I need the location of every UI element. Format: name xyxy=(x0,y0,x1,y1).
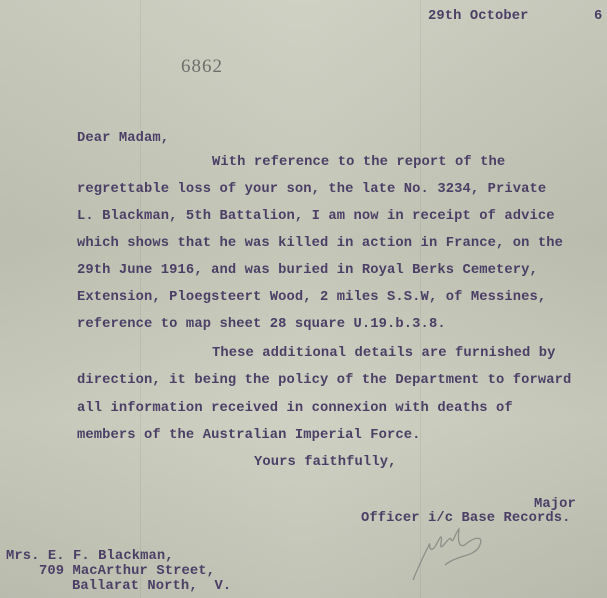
handwritten-signature xyxy=(405,525,495,585)
body-line: These additional details are furnished by xyxy=(212,346,556,361)
body-line: all information received in connexion with deaths of xyxy=(77,401,513,416)
date-edge: 6 xyxy=(594,9,603,24)
salutation: Dear Madam, xyxy=(77,131,170,146)
body-line: With reference to the report of the xyxy=(212,155,506,170)
letter-date: 29th October xyxy=(428,9,529,24)
body-line: 29th June 1916, and was buried in Royal Berks Cemetery, xyxy=(77,263,538,278)
body-line: direction, it being the policy of the Department to forward xyxy=(77,373,572,388)
body-line: which shows that he was killed in action in France, on the xyxy=(77,236,564,251)
body-line: members of the Australian Imperial Force. xyxy=(77,428,421,443)
body-line: regrettable loss of your son, the late No. 3234, Private xyxy=(77,182,547,197)
body-line: Extension, Ploegsteert Wood, 2 miles S.S.W, of Messines, xyxy=(77,290,547,305)
body-line: L. Blackman, 5th Battalion, I am now in receipt of advice xyxy=(77,209,555,224)
body-line: reference to map sheet 28 square U.19.b.3.8. xyxy=(77,317,446,332)
reference-number: 6862 xyxy=(181,56,223,77)
addressee-town: Ballarat North, V. xyxy=(72,579,232,594)
addressee-street: 709 MacArthur Street, xyxy=(39,564,215,579)
closing: Yours faithfully, xyxy=(254,455,397,470)
signatory-rank: Major xyxy=(534,497,576,512)
addressee-name: Mrs. E. F. Blackman, xyxy=(6,549,174,564)
signatory-title: Officer i/c Base Records. xyxy=(361,511,571,526)
